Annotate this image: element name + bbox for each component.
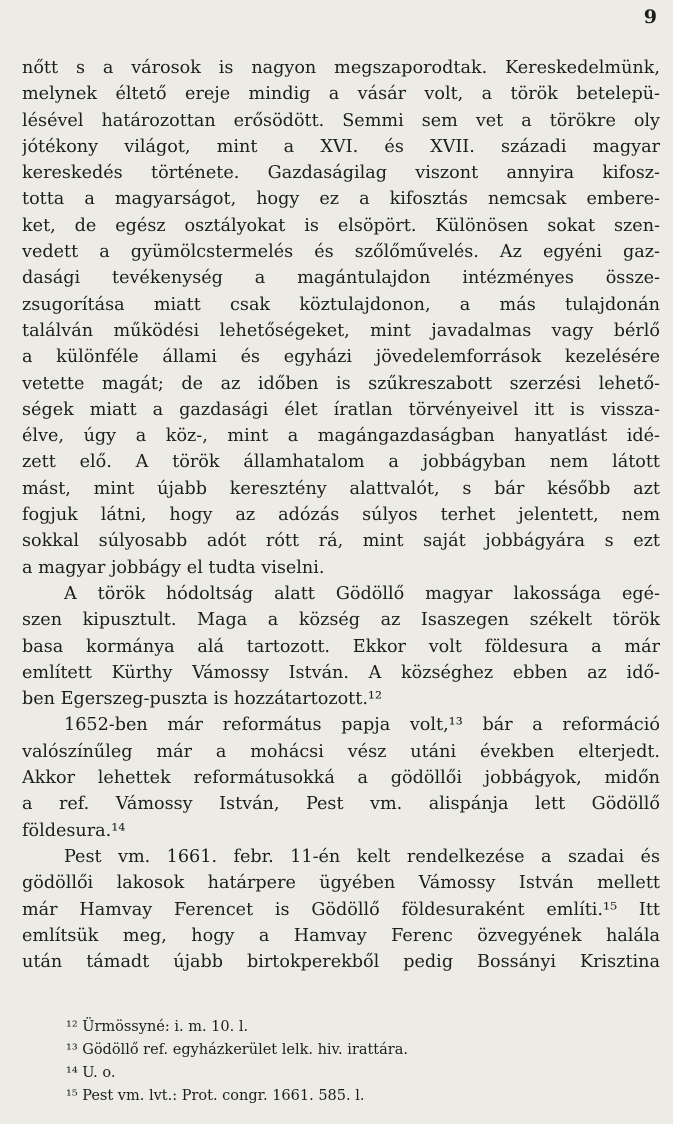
text-line: basa kormánya alá tartozott. Ekkor volt földesura a már	[22, 636, 660, 657]
text-line: említsük meg, hogy a Hamvay Ferenc özvegyének halála	[22, 925, 660, 946]
text-line: a magyar jobbágy el tudta viselni.	[22, 557, 325, 578]
footnotes	[66, 1016, 626, 1108]
text-line: totta a magyarságot, hogy ez a kifosztás nemcsak embere-	[22, 189, 660, 210]
text-line: említett Kürthy Vámossy István. A községhez ebben az idő-	[22, 662, 660, 683]
text-line: fogjuk látni, hogy az adózás súlyos terhet jelentett, nem	[22, 505, 660, 526]
text-line: mást, mint újabb keresztény alattvalót, s bár később azt	[22, 478, 660, 499]
text-line: valószínűleg már a mohácsi vész utáni években elterjedt.	[22, 741, 660, 762]
text-line: kereskedés története. Gazdaságilag viszont annyira kifosz-	[22, 163, 660, 184]
text-line: találván működési lehetőségeket, mint javadalmas vagy bérlő	[22, 320, 660, 341]
text-line: vetette magát; de az időben is szűkreszabott szerzési lehető-	[22, 373, 660, 394]
text-line: Pest vm. 1661. febr. 11-én kelt rendelkezése a szadai és	[64, 846, 660, 867]
footnote: ¹⁴ U. o.	[66, 1065, 116, 1081]
text-line: ket, de egész osztályokat is elsöpört. Különösen sokat szen-	[22, 215, 660, 236]
text-line: a különféle állami és egyházi jövedelemforrások kezelésére	[22, 347, 660, 368]
text-line: földesura.¹⁴	[22, 820, 126, 841]
text-line: A török hódoltság alatt Gödöllő magyar lakossága egé-	[64, 583, 660, 604]
text-line: a ref. Vámossy István, Pest vm. alispánja lett Gödöllő	[22, 794, 660, 815]
text-line: élve, úgy a köz-, mint a magángazdaságban hanyatlást idé-	[22, 426, 660, 447]
page-number: 9	[643, 6, 657, 28]
text-line: gödöllői lakosok határpere ügyében Vámossy István mellett	[22, 873, 660, 894]
text-line: Akkor lehettek reformátusokká a gödöllői jobbágyok, midőn	[22, 768, 660, 789]
text-line: zsugorítása miatt csak köztulajdonon, a más tulajdonán	[22, 294, 660, 315]
text-line: ségek miatt a gazdasági élet íratlan törvényeivel itt is vissza-	[22, 399, 660, 420]
text-line: ben Egerszeg-puszta is hozzátartozott.¹²	[22, 689, 383, 710]
text-line: jótékony világot, mint a XVI. és XVII. századi magyar	[22, 136, 660, 157]
footnote: ¹⁵ Pest vm. lvt.: Prot. congr. 1661. 585. l.	[66, 1088, 365, 1104]
text-line: nőtt s a városok is nagyon megszaporodtak. Kereskedelmünk,	[22, 58, 660, 78]
body-text	[22, 55, 660, 975]
text-line: vedett a gyümölcstermelés és szőlőművelés. Az egyéni gaz-	[22, 242, 660, 263]
footnote: ¹² Ürmössyné: i. m. 10. l.	[66, 1019, 249, 1035]
text-line: után támadt újabb birtokperekből pedig Bossányi Krisztina	[22, 952, 660, 973]
text-line: melynek éltető ereje mindig a vásár volt, a török betelepü-	[22, 84, 660, 105]
text-line: zett elő. A török államhatalom a jobbágyban nem látott	[22, 452, 660, 473]
text-line: már Hamvay Ferencet is Gödöllő földesuraként említi.¹⁵ Itt	[22, 899, 660, 920]
footnote: ¹³ Gödöllő ref. egyházkerület lelk. hiv. irattára.	[66, 1042, 408, 1058]
text-line: sokkal súlyosabb adót rótt rá, mint saját jobbágyára s ezt	[22, 531, 660, 552]
text-line: dasági tevékenység a magántulajdon intézményes össze-	[22, 268, 660, 289]
text-line: 1652-ben már református papja volt,¹³ bár a reformáció	[64, 715, 660, 736]
text-line: lésével határozottan erősödött. Semmi sem vet a törökre oly	[22, 110, 660, 131]
text-line: szen kipusztult. Maga a község az Isaszegen székelt török	[22, 610, 660, 631]
